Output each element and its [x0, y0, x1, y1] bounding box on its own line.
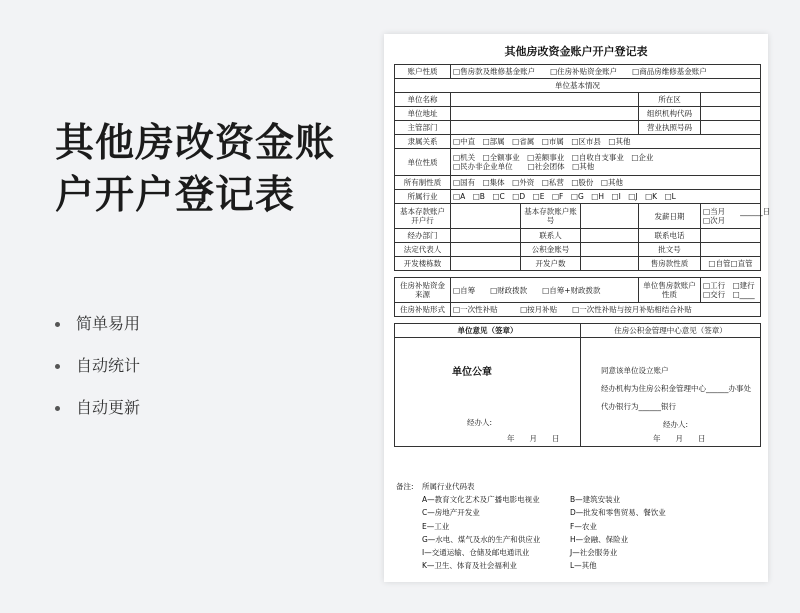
issue-date-options[interactable]	[701, 204, 771, 229]
unit-name-field[interactable]	[451, 93, 639, 107]
sale-unit-nature-label: 单位售房款账户性质	[639, 278, 701, 303]
industry-code: D—批发和零售贸易、餐饮业	[570, 508, 666, 518]
agent-dept-label: 经办部门	[395, 229, 451, 243]
feature-item: 自动更新	[55, 394, 140, 436]
hero-title: 其他房改资金账户开户登记表	[55, 121, 336, 218]
affiliation-options[interactable]: □中直 □部属 □省属 □市属 □区市县 □其他	[451, 135, 761, 149]
account-type-label: 账户性质	[395, 65, 451, 79]
feature-item: 自动统计	[55, 352, 140, 394]
industry-code-row	[396, 493, 756, 506]
unit-opinion-box[interactable]	[395, 338, 581, 447]
dev-count-field[interactable]	[581, 257, 639, 271]
date-label: 年 月 日	[507, 434, 560, 443]
fund-account-field[interactable]	[581, 243, 639, 257]
subsidy-source-label: 住房补贴资金来源	[395, 278, 451, 303]
industry-code: J—社会服务业	[570, 548, 618, 558]
unit-seal-label: 单位公章	[452, 367, 492, 378]
spacer-row	[395, 317, 761, 324]
industry-code: I—交通运输、仓储及邮电通讯业	[422, 548, 530, 558]
subsidy-form-label: 住房补贴形式	[395, 303, 451, 317]
legal-rep-label: 法定代表人	[395, 243, 451, 257]
subsidy-form-options[interactable]: □一次性补贴 □按月补贴 □一次性补贴与按月补贴相结合补贴	[451, 303, 761, 317]
agent-bank-text: 代办银行为______银行	[601, 402, 676, 411]
industry-code: L—其他	[570, 561, 597, 571]
handler-label: 经办人:	[467, 418, 493, 427]
bullet-icon	[55, 406, 60, 411]
sale-nature-options[interactable]: □自管□直管	[701, 257, 761, 271]
license-label: 营业执照号码	[639, 121, 701, 135]
sale-unit-option: □交行 □____	[703, 290, 755, 299]
phone-label: 联系电话	[639, 229, 701, 243]
document-title: 其他房改资金账户开户登记表	[504, 45, 648, 58]
contact-label: 联系人	[521, 229, 581, 243]
industry-options[interactable]: □A □B □C □D □E □F □G □H □I □J □K □L	[451, 190, 761, 204]
legal-rep-field[interactable]	[451, 243, 521, 257]
registration-form	[394, 64, 771, 447]
feature-item: 简单易用	[55, 310, 140, 352]
unit-name-label: 单位名称	[395, 93, 451, 107]
center-opinion-header: 住房公积金管理中心意见（签章）	[581, 324, 761, 338]
unit-nature-line: □机关 □全额事业 □差额事业 □自收自支事业 □企业	[453, 153, 654, 162]
basic-account-bank-label: 基本存款账户开户行	[395, 204, 451, 229]
unit-opinion-header: 单位意见（签章）	[395, 324, 581, 338]
bullet-icon	[55, 322, 60, 327]
approval-no-label: 批文号	[639, 243, 701, 257]
org-code-label: 组织机构代码	[639, 107, 701, 121]
dev-building-label: 开发楼栋数	[395, 257, 451, 271]
feature-list	[55, 310, 140, 436]
fund-account-label: 公积金账号	[521, 243, 581, 257]
industry-code: A—教育文化艺术及广播电影电视业	[422, 495, 540, 505]
agent-org-text: 经办机构为住房公积金管理中心______办事处	[601, 384, 751, 393]
industry-code: G—水电、煤气及水的生产和供应业	[422, 534, 541, 544]
unit-address-label: 单位地址	[395, 107, 451, 121]
ownership-label: 所有制性质	[395, 176, 451, 190]
approval-no-field[interactable]	[701, 243, 761, 257]
subsidy-source-options[interactable]: □自筹 □财政拨款 □自筹+财政拨款	[451, 278, 639, 303]
industry-label: 所属行业	[395, 190, 451, 204]
notes-section	[396, 480, 756, 572]
ownership-options[interactable]: □国有 □集体 □外资 □私营 □股份 □其他	[451, 176, 761, 190]
center-opinion-box[interactable]	[581, 338, 761, 447]
dev-building-field[interactable]	[451, 257, 521, 271]
affiliation-label: 隶属关系	[395, 135, 451, 149]
unit-nature-line: □民办非企业单位 □社会团体 □其他	[453, 162, 595, 171]
sale-nature-label: 售房款性质	[639, 257, 701, 271]
unit-nature-label: 单位性质	[395, 149, 451, 176]
industry-code: B—建筑安装业	[570, 495, 621, 505]
industry-code: H—金融、保险业	[570, 534, 629, 544]
industry-code-row	[396, 506, 756, 519]
industry-code: C—房地产开发业	[422, 508, 480, 518]
industry-code-row	[396, 546, 756, 559]
org-code-field[interactable]	[701, 107, 761, 121]
account-type-options[interactable]: □售房款及维修基金账户 □住房补贴资金账户 □商品房维修基金账户	[451, 65, 761, 79]
agent-dept-field[interactable]	[451, 229, 521, 243]
contact-field[interactable]	[581, 229, 639, 243]
issue-date-label: 发薪日期	[639, 204, 701, 229]
document-sheet	[384, 34, 771, 582]
notes-label: 备注:	[396, 482, 414, 491]
location-label: 所在区	[639, 93, 701, 107]
agree-text: 同意该单位设立账户	[601, 366, 669, 375]
issue-date-option: □次月	[703, 216, 726, 225]
unit-nature-options[interactable]	[451, 149, 761, 176]
date-label: 年 月 日	[653, 434, 706, 443]
phone-field[interactable]	[701, 229, 761, 243]
basic-account-no-field[interactable]	[581, 204, 639, 229]
bullet-icon	[55, 364, 60, 369]
industry-code-row	[396, 533, 756, 546]
industry-code: E—工业	[422, 521, 450, 531]
dev-count-label: 开发户数	[521, 257, 581, 271]
spacer-row	[395, 271, 761, 278]
handler-label: 经办人:	[663, 420, 689, 429]
industry-code: K—卫生、体育及社会福利业	[422, 561, 517, 571]
license-field[interactable]	[701, 121, 761, 135]
basic-account-no-label: 基本存款账户账号	[521, 204, 581, 229]
industry-code: F—农业	[570, 521, 597, 531]
supervisor-field[interactable]	[451, 121, 639, 135]
industry-code-row	[396, 559, 756, 572]
supervisor-label: 主管部门	[395, 121, 451, 135]
sale-unit-option: □工行 □建行	[703, 281, 755, 290]
basic-info-header: 单位基本情况	[395, 79, 761, 93]
unit-address-field[interactable]	[451, 107, 639, 121]
issue-date-option: □当月 ______日	[703, 207, 771, 216]
industry-code-row	[396, 520, 756, 533]
basic-account-bank-field[interactable]	[451, 204, 521, 229]
notes-title: 所属行业代码表	[422, 482, 475, 491]
location-field[interactable]	[701, 93, 761, 107]
sale-unit-nature-options[interactable]	[701, 278, 761, 303]
